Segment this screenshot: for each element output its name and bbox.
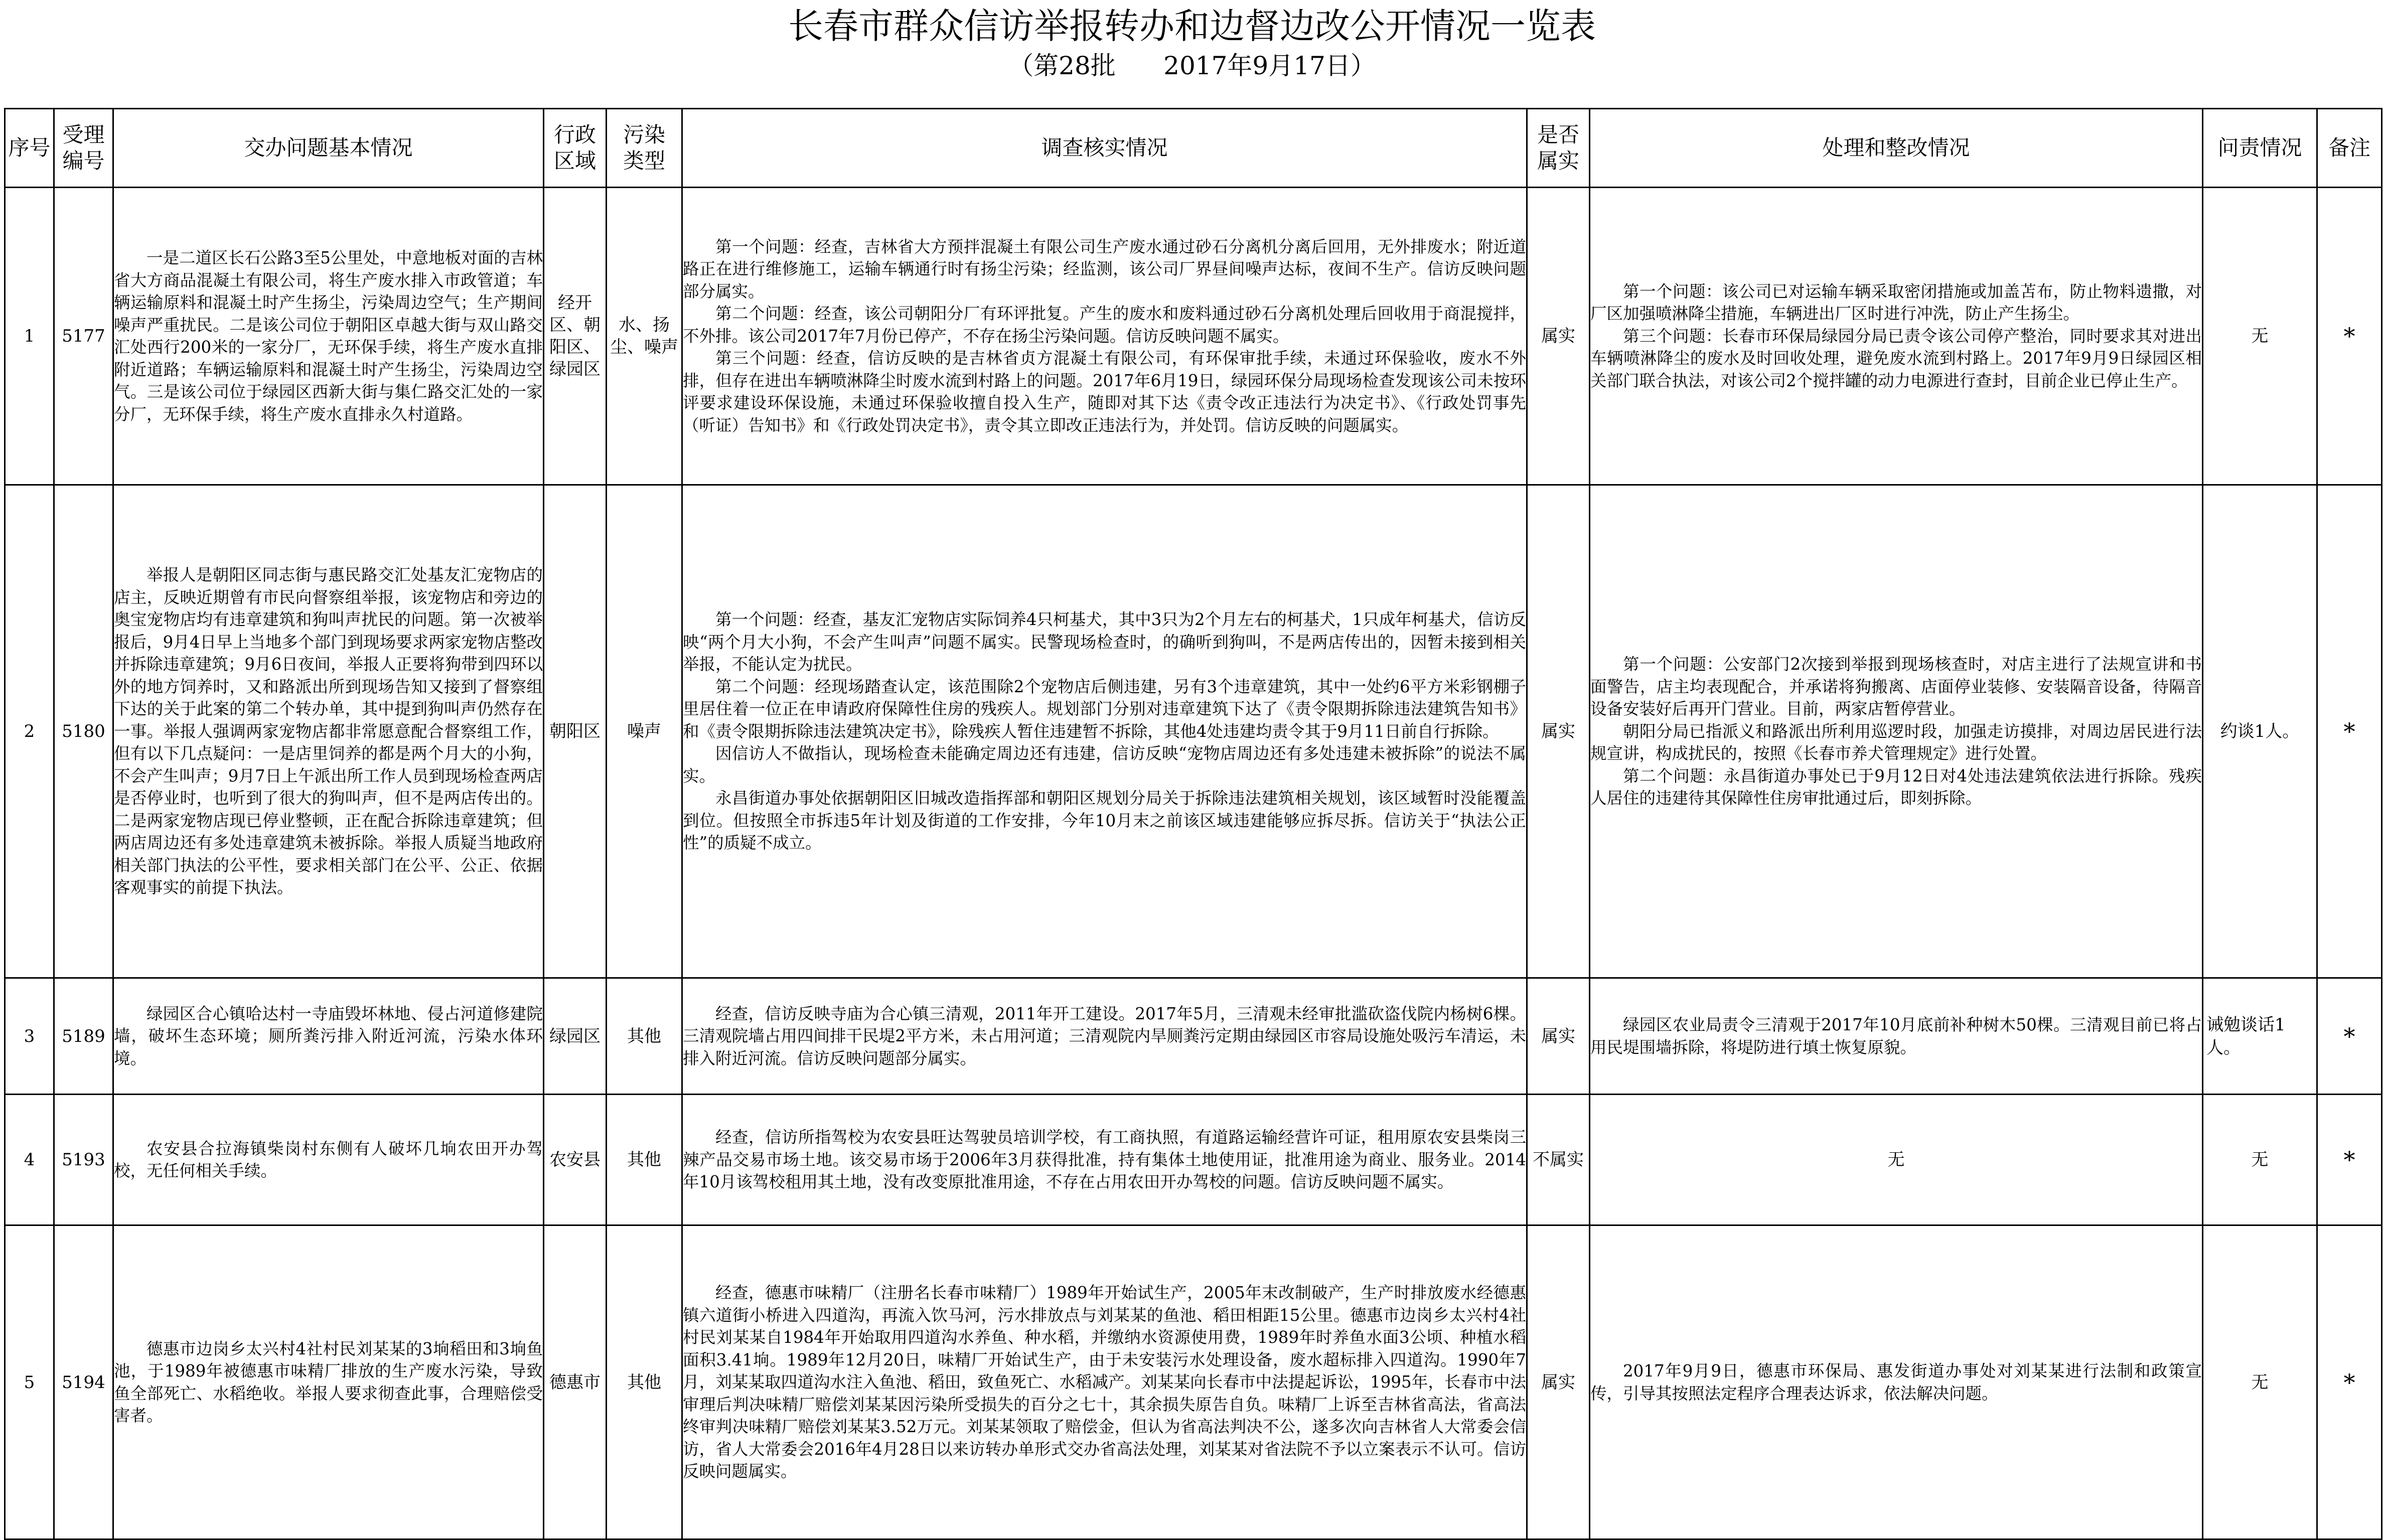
handling-paragraph: 第二个问题：永昌街道办事处已于9月12日对4处违法建筑依法进行拆除。残疾人居住的违建待其保障性住房审批通过后，即刻拆除。 <box>1590 766 2202 808</box>
handling-paragraph: 朝阳分局已指派义和路派出所利用巡逻时段，加强走访摸排，对周边居民进行法规宣讲，构成扰民的，按照《长春市养犬管理规定》进行处置。 <box>1590 721 2202 763</box>
row-handling <box>1590 978 2203 1095</box>
petition-table <box>4 108 2382 1540</box>
table-row <box>5 188 2382 485</box>
row-pollution: 其他 <box>607 1095 682 1225</box>
issue-paragraph: 举报人是朝阳区同志街与惠民路交汇处基友汇宠物店的店主，反映近期曾有市民向督察组举报，该宠物店和旁边的奥宝宠物店均有违章建筑和狗叫声扰民的问题。第一次被举报后，9月4日早上当地多个部门到现场要求两家宠物店整改并拆除违章建筑；9月6日夜间，举报人正要将狗带到四环以外的地方饲养时，又和路派出所到现场告知又接到了督察组下达的关于此案的第二个转办单，其中提到狗叫声仍然存在一事。举报人强调两家宠物店都非常愿意配合督察组工作，但有以下几点疑问：一是店里饲养的都是两个月大的小狗，不会产生叫声；9月7日上午派出所工作人员到现场检查两店是否停业时，也听到了很大的狗叫声，但不是两店传出的。二是两家宠物店现已停业整顿，正在配合拆除违章建筑；但两店周边还有多处违章建筑未被拆除。举报人质疑当地政府相关部门执法的公平性，要求相关部门在公平、公正、依据客观事实的前提下执法。 <box>114 565 543 897</box>
investigation-paragraph: 因信访人不做指认，现场检查未能确定周边还有违建，信访反映“宠物店周边还有多处违建未被拆除”的说法不属实。 <box>683 744 1526 786</box>
row-handling <box>1590 1225 2203 1539</box>
row-region: 经开区、朝阳区、绿园区 <box>544 188 607 485</box>
row-seq: 1 <box>5 188 54 485</box>
row-accountability: 无 <box>2203 188 2317 485</box>
issue-paragraph: 德惠市边岗乡太兴村4社村民刘某某的3垧稻田和3垧鱼池，于1989年被德惠市味精厂排放的生产废水污染，导致鱼全部死亡、水稻绝收。举报人要求彻查此事，合理赔偿受害者。 <box>114 1339 543 1425</box>
row-investigation <box>682 188 1527 485</box>
row-verified: 不属实 <box>1527 1095 1590 1225</box>
handling-paragraph: 2017年9月9日，德惠市环保局、惠发街道办事处对刘某某进行法制和政策宣传，引导其按照法定程序合理表达诉求，依法解决问题。 <box>1590 1361 2202 1403</box>
row-seq: 2 <box>5 485 54 978</box>
row-pollution: 其他 <box>607 1225 682 1539</box>
header-handling: 处理和整改情况 <box>1590 109 2203 188</box>
table-row <box>5 1225 2382 1539</box>
row-investigation <box>682 1095 1527 1225</box>
row-seq: 4 <box>5 1095 54 1225</box>
row-id: 5193 <box>54 1095 113 1225</box>
header-region: 行政区域 <box>544 109 607 188</box>
row-pollution: 噪声 <box>607 485 682 978</box>
row-handling: 无 <box>1590 1095 2203 1225</box>
table-row <box>5 1095 2382 1225</box>
issue-paragraph: 一是二道区长石公路3至5公里处，中意地板对面的吉林省大方商品混凝土有限公司，将生产废水排入市政管道；车辆运输原料和混凝土时产生扬尘，污染周边空气；生产期间噪声严重扰民。二是该公司位于朝阳区卓越大街与双山路交汇处西行200米的一家分厂，无环保手续，将生产废水直排附近道路；车辆运输原料和混凝土时产生扬尘，污染周边空气。三是该公司位于绿园区西新大街与集仁路交汇处的一家分厂，无环保手续，将生产废水直排永久村道路。 <box>114 248 543 424</box>
row-handling <box>1590 485 2203 978</box>
row-region: 农安县 <box>544 1095 607 1225</box>
row-id: 5189 <box>54 978 113 1095</box>
investigation-paragraph: 第二个问题：经查，该公司朝阳分厂有环评批复。产生的废水和废料通过砂石分离机处理后回收用于商混搅拌，不外排。该公司2017年7月份已停产，不存在扬尘污染问题。信访反映问题不属实。 <box>683 304 1526 346</box>
row-pollution: 其他 <box>607 978 682 1095</box>
handling-paragraph: 第一个问题：公安部门2次接到举报到现场核查时，对店主进行了法规宣讲和书面警告，店主均表现配合，并承诺将狗搬离、店面停业装修、安装隔音设备，待隔音设备安装好后再开门营业。目前，两家店暂停营业。 <box>1590 655 2202 719</box>
row-pollution: 水、扬尘、噪声 <box>607 188 682 485</box>
row-investigation <box>682 978 1527 1095</box>
row-accountability: 无 <box>2203 1225 2317 1539</box>
row-id: 5177 <box>54 188 113 485</box>
row-verified: 属实 <box>1527 1225 1590 1539</box>
investigation-paragraph: 第一个问题：经查，吉林省大方预拌混凝土有限公司生产废水通过砂石分离机分离后回用，无外排废水；附近道路正在进行维修施工，运输车辆通行时有扬尘污染；经监测，该公司厂界昼间噪声达标，夜间不生产。信访反映问题部分属实。 <box>683 237 1526 301</box>
investigation-paragraph: 永昌街道办事处依据朝阳区旧城改造指挥部和朝阳区规划分局关于拆除违法建筑相关规划，该区域暂时没能覆盖到位。但按照全市拆违5年计划及街道的工作安排，今年10月末之前该区域违建能够应拆尽拆。信访关于“执法公正性”的质疑不成立。 <box>683 789 1526 853</box>
handling-paragraph: 第一个问题：该公司已对运输车辆采取密闭措施或加盖苫布，防止物料遗撒，对厂区加强喷淋降尘措施，车辆进出厂区时进行冲洗，防止产生扬尘。 <box>1590 281 2202 324</box>
row-investigation <box>682 1225 1527 1539</box>
row-issue <box>113 978 544 1095</box>
header-id: 受理编号 <box>54 109 113 188</box>
investigation-paragraph: 第二个问题：经现场踏查认定，该范围除2个宠物店后侧违建，另有3个违章建筑，其中一处约6平方米彩钢棚子里居住着一位正在申请政府保障性住房的残疾人。规划部门分别对违章建筑下达了《责令限期拆除违法建筑告知书》和《责令限期拆除违法建筑决定书》，除残疾人暂住违建暂不拆除，其他4处违建均责令其于9月11日前自行拆除。 <box>683 677 1526 741</box>
row-issue <box>113 485 544 978</box>
row-region: 朝阳区 <box>544 485 607 978</box>
header-issue: 交办问题基本情况 <box>113 109 544 188</box>
handling-paragraph: 第三个问题：长春市环保局绿园分局已责令该公司停产整治，同时要求其对进出车辆喷淋降尘的废水及时回收处理，避免废水流到村路上。2017年9月9日绿园区相关部门联合执法，对该公司2个搅拌罐的动力电源进行查封，目前企业已停止生产。 <box>1590 326 2202 390</box>
investigation-paragraph: 经查，信访反映寺庙为合心镇三清观，2011年开工建设。2017年5月，三清观未经审批滥砍盗伐院内杨树6棵。三清观院墙占用四间排干民堤2平方米，未占用河道；三清观院内旱厕粪污定期由绿园区市容局设施处吸污车清运，未排入附近河流。信访反映问题部分属实。 <box>683 1004 1526 1068</box>
row-id: 5194 <box>54 1225 113 1539</box>
row-verified: 属实 <box>1527 188 1590 485</box>
row-seq: 5 <box>5 1225 54 1539</box>
row-verified: 属实 <box>1527 978 1590 1095</box>
document-subtitle: （第28批 2017年9月17日） <box>1008 51 1376 80</box>
table-row <box>5 978 2382 1095</box>
row-region: 德惠市 <box>544 1225 607 1539</box>
header-accountability: 问责情况 <box>2203 109 2317 188</box>
row-seq: 3 <box>5 978 54 1095</box>
row-verified: 属实 <box>1527 485 1590 978</box>
header-investigation: 调查核实情况 <box>682 109 1527 188</box>
row-note: * <box>2317 1225 2382 1539</box>
investigation-paragraph: 经查，德惠市味精厂（注册名长春市味精厂）1989年开始试生产，2005年末改制破产，生产时排放废水经德惠镇六道街小桥进入四道沟，再流入饮马河，污水排放点与刘某某的鱼池、稻田相距15公里。德惠市边岗乡太兴村4社村民刘某某自1984年开始取用四道沟水养鱼、种水稻，并缴纳水资源使用费，1989年时养鱼水面3公顷、种植水稻面积3.41垧。1989年12月20日，味精厂开始试生产，由于未安装污水处理设备，废水超标排入四道沟。1990年7月，刘某某取四道沟水注入鱼池、稻田，致鱼死亡、水稻减产。刘某某向长春市中法提起诉讼，1995年，长春市中法审理后判决味精厂赔偿刘某某因污染所受损失的百分之七十，其余损失原告自负。味精厂上诉至吉林省高法，省高法终审判决味精厂赔偿刘某某3.52万元。刘某某领取了赔偿金，但认为省高法判决不公，遂多次向吉林省人大常委会信访，省人大常委会2016年4月28日以来访转办单形式交办省高法处理，刘某某对省法院不予以立案表示不认可。信访反映问题属实。 <box>683 1283 1526 1481</box>
row-issue <box>113 1225 544 1539</box>
row-note: * <box>2317 1095 2382 1225</box>
row-investigation <box>682 485 1527 978</box>
row-id: 5180 <box>54 485 113 978</box>
row-issue <box>113 188 544 485</box>
investigation-paragraph: 第三个问题：经查，信访反映的是吉林省贞方混凝土有限公司，有环保审批手续，未通过环保验收，废水不外排，但存在进出车辆喷淋降尘时废水流到村路上的问题。2017年6月19日，绿园环保分局现场检查发现该公司未按环评要求建设环保设施，未通过环保验收擅自投入生产，随即对其下达《责令改正违法行为决定书》、《行政处罚事先（听证）告知书》和《行政处罚决定书》，责令其立即改正违法行为，并处罚。信访反映的问题属实。 <box>683 349 1526 435</box>
header-seq: 序号 <box>5 109 54 188</box>
row-accountability: 诫勉谈话1人。 <box>2203 978 2317 1095</box>
handling-paragraph: 绿园区农业局责令三清观于2017年10月底前补种树木50棵。三清观目前已将占用民堤围墙拆除，将堤防进行填土恢复原貌。 <box>1590 1015 2202 1057</box>
issue-paragraph: 绿园区合心镇哈达村一寺庙毁坏林地、侵占河道修建院墙，破坏生态环境；厕所粪污排入附近河流，污染水体环境。 <box>114 1004 543 1068</box>
document-title: 长春市群众信访举报转办和边督边改公开情况一览表 <box>788 6 1596 47</box>
investigation-paragraph: 第一个问题：经查，基友汇宠物店实际饲养4只柯基犬，其中3只为2个月左右的柯基犬，1只成年柯基犬，信访反映“两个月大小狗，不会产生叫声”问题不属实。民警现场检查时，的确听到狗叫，不是两店传出的，因暂未接到相关举报，不能认定为扰民。 <box>683 610 1526 674</box>
header-pollution: 污染类型 <box>607 109 682 188</box>
row-note: * <box>2317 978 2382 1095</box>
row-issue <box>113 1095 544 1225</box>
row-region: 绿园区 <box>544 978 607 1095</box>
row-note: * <box>2317 485 2382 978</box>
row-accountability: 无 <box>2203 1095 2317 1225</box>
investigation-paragraph: 经查，信访所指驾校为农安县旺达驾驶员培训学校，有工商执照，有道路运输经营许可证，租用原农安县柴岗三辣产品交易市场土地。该交易市场于2006年3月获得批准，持有集体土地使用证，批准用途为商业、服务业。2014年10月该驾校租用其土地，没有改变原批准用途，不存在占用农田开办驾校的问题。信访反映问题不属实。 <box>683 1128 1526 1192</box>
row-handling <box>1590 188 2203 485</box>
row-note: * <box>2317 188 2382 485</box>
table-row <box>5 485 2382 978</box>
table-header-row <box>5 109 2382 188</box>
header-verified: 是否属实 <box>1527 109 1590 188</box>
header-note: 备注 <box>2317 109 2382 188</box>
issue-paragraph: 农安县合拉海镇柴岗村东侧有人破坏几垧农田开办驾校，无任何相关手续。 <box>114 1139 543 1180</box>
row-accountability: 约谈1人。 <box>2203 485 2317 978</box>
